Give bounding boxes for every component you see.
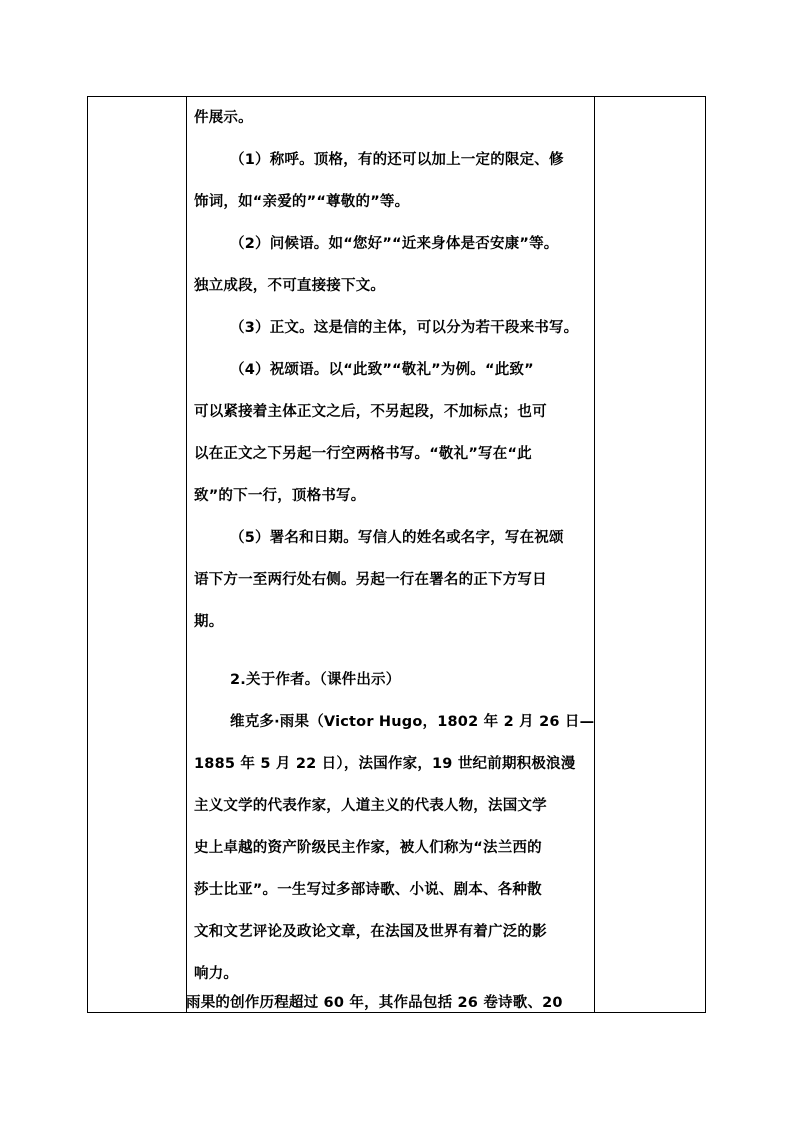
text-line: 雨果的创作历程超过 60 年，其作品包括 26 卷诗歌、20 (186, 995, 563, 1011)
text-line: （1）称呼。顶格，有的还可以加上一定的限定、修 (230, 152, 564, 168)
text-line: 期。 (194, 614, 224, 630)
text-line: 莎士比亚”。一生写过多部诗歌、小说、剧本、各种散 (194, 882, 542, 898)
text-line: 响力。 (194, 966, 239, 982)
text-line: 饰词，如“亲爱的”“尊敬的”等。 (194, 194, 410, 210)
text-line: 件展示。 (194, 110, 253, 126)
text-line: 1885 年 5 月 22 日），法国作家，19 世纪前期积极浪漫 (194, 756, 576, 772)
section-heading: 2.关于作者。（课件出示） (230, 672, 401, 688)
text-line: 文和文艺评论及政论文章，在法国及世界有着广泛的影 (194, 924, 547, 940)
text-line: 主义文学的代表作家，人道主义的代表人物，法国文学 (194, 798, 547, 814)
text-line: （5）署名和日期。写信人的姓名或名字，写在祝颂 (230, 530, 564, 546)
text-line: 独立成段，不可直接接下文。 (194, 278, 386, 294)
column-divider-left (186, 97, 187, 1012)
text-line: （4）祝颂语。以“此致”“敬礼”为例。“此致” (230, 362, 534, 378)
lesson-table (87, 96, 706, 1013)
text-line: 语下方一至两行处右侧。另起一行在署名的正下方写日 (194, 572, 547, 588)
text-line: 致”的下一行，顶格书写。 (194, 488, 366, 504)
text-line: 维克多·雨果（Victor Hugo，1802 年 2 月 26 日— (230, 714, 595, 730)
column-divider-right (594, 97, 595, 1012)
text-line: 以在正文之下另起一行空两格书写。“敬礼”写在“此 (194, 446, 532, 462)
text-line: 可以紧接着主体正文之后，不另起段，不加标点；也可 (194, 404, 547, 420)
text-line: （3）正文。这是信的主体，可以分为若干段来书写。 (230, 320, 579, 336)
text-line: （2）问候语。如“您好”“近来身体是否安康”等。 (230, 236, 559, 252)
text-line: 史上卓越的资产阶级民主作家，被人们称为“法兰西的 (194, 840, 542, 856)
